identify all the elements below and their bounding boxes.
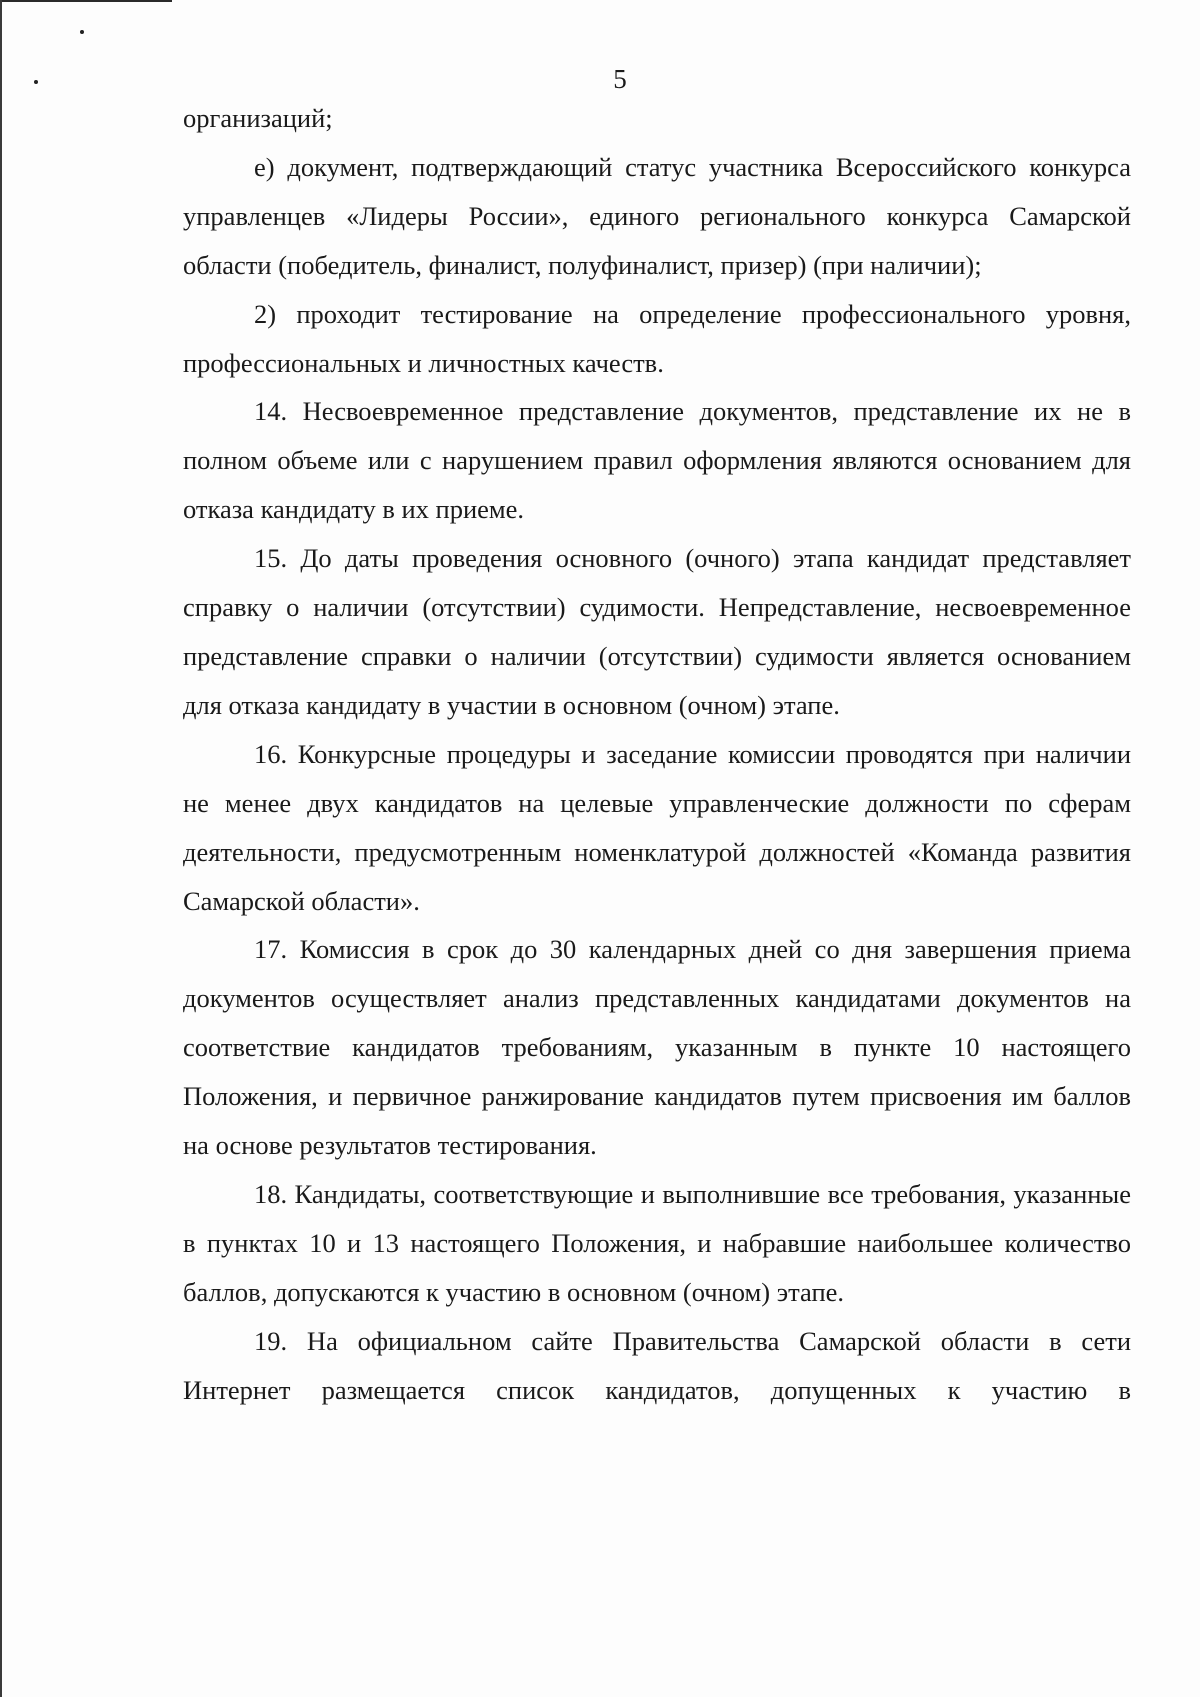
document-body xyxy=(183,94,1131,1414)
scan-speck xyxy=(80,30,84,34)
paragraph: 19. На официальном сайте Правительства Самарской области в сети Интернет размещается список кандидатов, допущенных к участию в xyxy=(183,1325,1131,1405)
paragraph: 17. Комиссия в срок до 30 календарных дней со дня завершения приема документов осуществляет анализ представленных кандидатами документов на соответствие кандидатов требованиям, указанным в пункте 10 настоящего Положения, и первичное ранжирование кандидатов путем присвоения им баллов на основе результатов тестирования. xyxy=(183,934,1131,1161)
paragraph: е) документ, подтверждающий статус участника Всероссийского конкурса управленцев «Лидеры России», единого регионального конкурса Самарской области (победитель, финалист, полуфиналист, призер) (при наличии); xyxy=(183,151,1131,280)
paragraph: 18. Кандидаты, соответствующие и выполнившие все требования, указанные в пунктах 10 и 13 настоящего Положения, и набравшие наибольшее количество баллов, допускаются к участию в основном (очном) этапе. xyxy=(183,1178,1131,1307)
paragraph: 14. Несвоевременное представление документов, представление их не в полном объеме или с нарушением правил оформления являются основанием для отказа кандидату в их приеме. xyxy=(183,396,1131,525)
scan-edge-left xyxy=(0,0,2,1697)
scan-edge-top xyxy=(0,0,172,2)
page-number: 5 xyxy=(613,64,627,94)
paragraph: 2) проходит тестирование на определение профессионального уровня, профессиональных и личностных качеств. xyxy=(183,298,1131,378)
paragraph: 15. До даты проведения основного (очного) этапа кандидат представляет справку о наличии (отсутствии) судимости. Непредставление, несвоевременное представление справки о наличии (отсутствии) судимости является основанием для отказа кандидату в участии в основном (очном) этапе. xyxy=(183,543,1131,720)
paragraph: 16. Конкурсные процедуры и заседание комиссии проводятся при наличии не менее двух кандидатов на целевые управленческие должности по сферам деятельности, предусмотренным номенклатурой должностей «Команда развития Самарской области». xyxy=(183,738,1131,916)
paragraph: организаций; xyxy=(183,103,333,133)
